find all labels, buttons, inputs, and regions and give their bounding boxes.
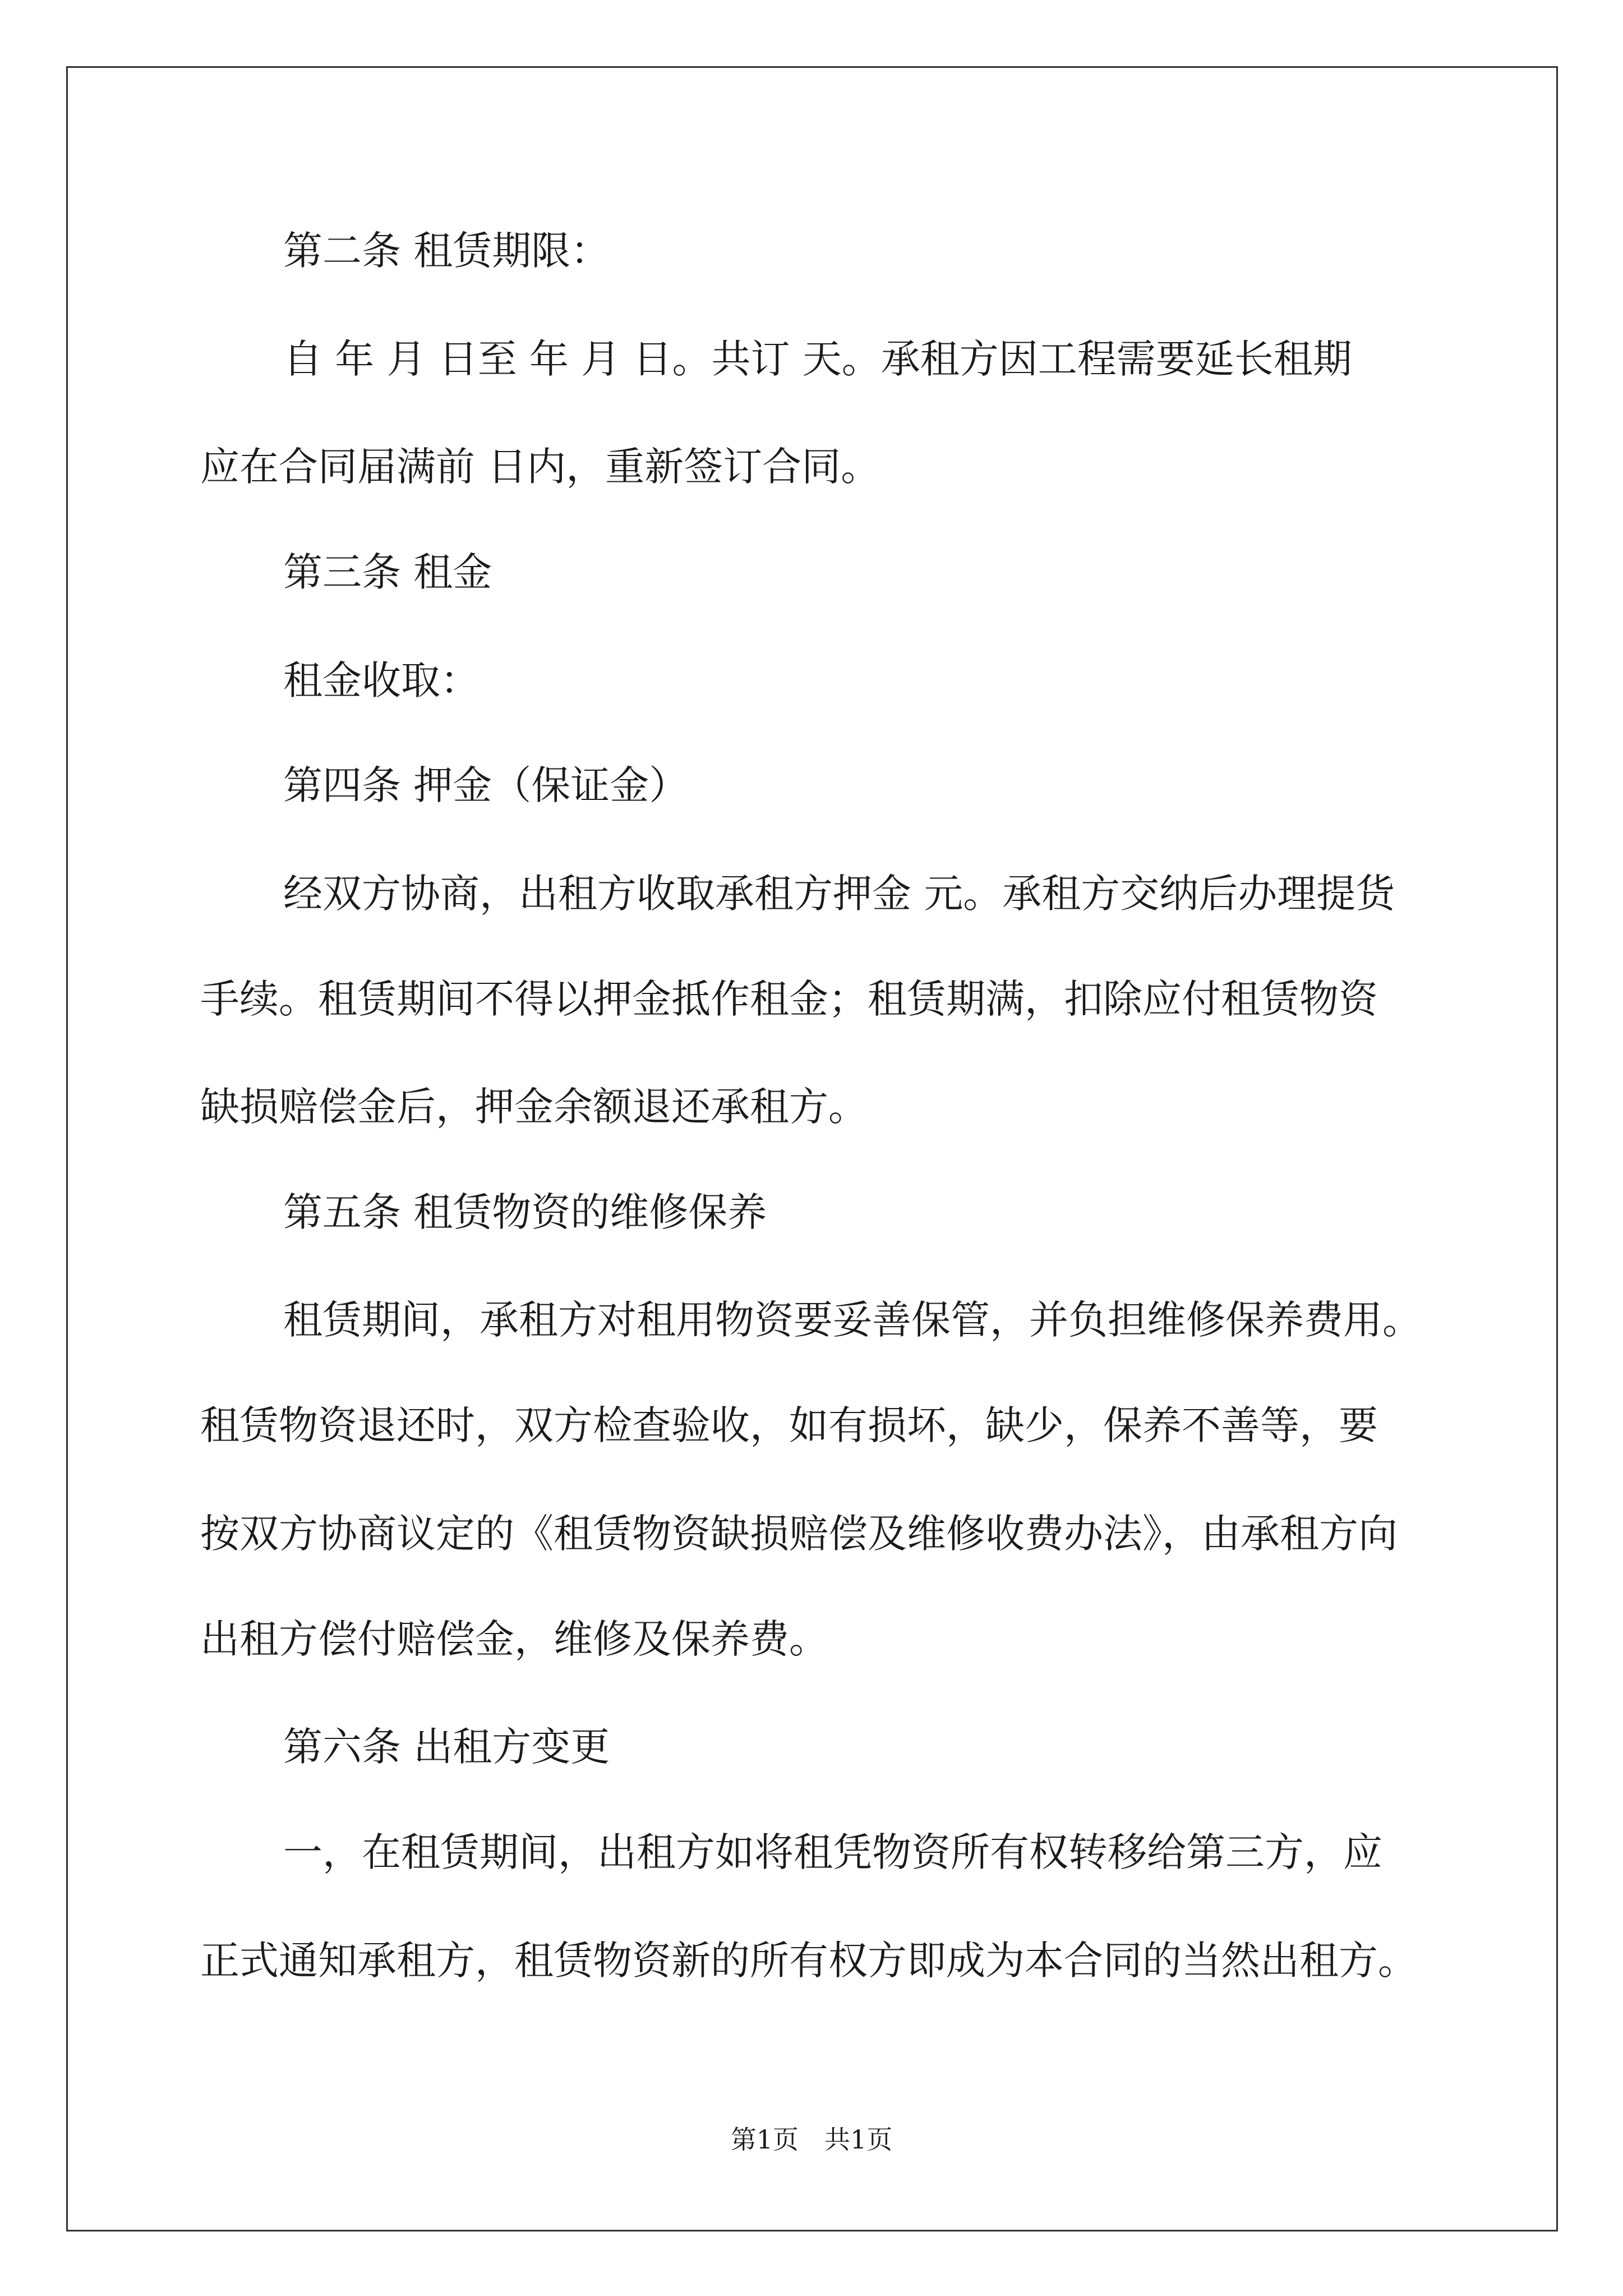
clause-6-body-line-1: 一，在租赁期间，出租方如将租凭物资所有权转移给第三方，应 [283, 1829, 1382, 1875]
clause-6-heading: 第六条 出租方变更 [283, 1724, 610, 1770]
clause-3-heading: 第三条 租金 [283, 549, 492, 595]
clause-4-body-line-2: 手续。租赁期间不得以押金抵作租金；租赁期满，扣除应付租赁物资 [200, 976, 1378, 1022]
clause-4-body-line-3: 缺损赔偿金后，押金余额退还承租方。 [200, 1084, 868, 1130]
clause-5-body-line-2: 租赁物资退还时，双方检查验收，如有损坏，缺少，保养不善等，要 [200, 1402, 1378, 1448]
clause-4-body-line-1: 经双方协商，出租方收取承租方押金 元。承租方交纳后办理提货 [283, 871, 1395, 917]
clause-5-body-line-4: 出租方偿付赔偿金，维修及保养费。 [200, 1616, 828, 1662]
clause-2-body-line-2: 应在合同届满前 日内，重新签订合同。 [200, 444, 880, 490]
clause-5-body-line-3: 按双方协商议定的《租赁物资缺损赔偿及维修收费办法》，由承租方向 [200, 1511, 1398, 1557]
clause-4-heading: 第四条 押金（保证金） [283, 762, 689, 808]
clause-2-heading: 第二条 租赁期限： [283, 228, 610, 274]
clause-5-heading: 第五条 租赁物资的维修保养 [283, 1189, 767, 1235]
page-border [66, 66, 1558, 2231]
clause-5-body-line-1: 租赁期间，承租方对租用物资要妥善保管，并负担维修保养费用。 [283, 1297, 1422, 1343]
clause-2-body-line-1: 自 年 月 日至 年 月 日。共订 天。承租方因工程需要延长租期 [283, 336, 1352, 382]
clause-3-body: 租金收取： [283, 657, 479, 703]
clause-6-body-line-2: 正式通知承租方，租赁物资新的所有权方即成为本合同的当然出租方。 [200, 1938, 1417, 1984]
page-number-footer: 第1页 共1页 [730, 2124, 893, 2155]
